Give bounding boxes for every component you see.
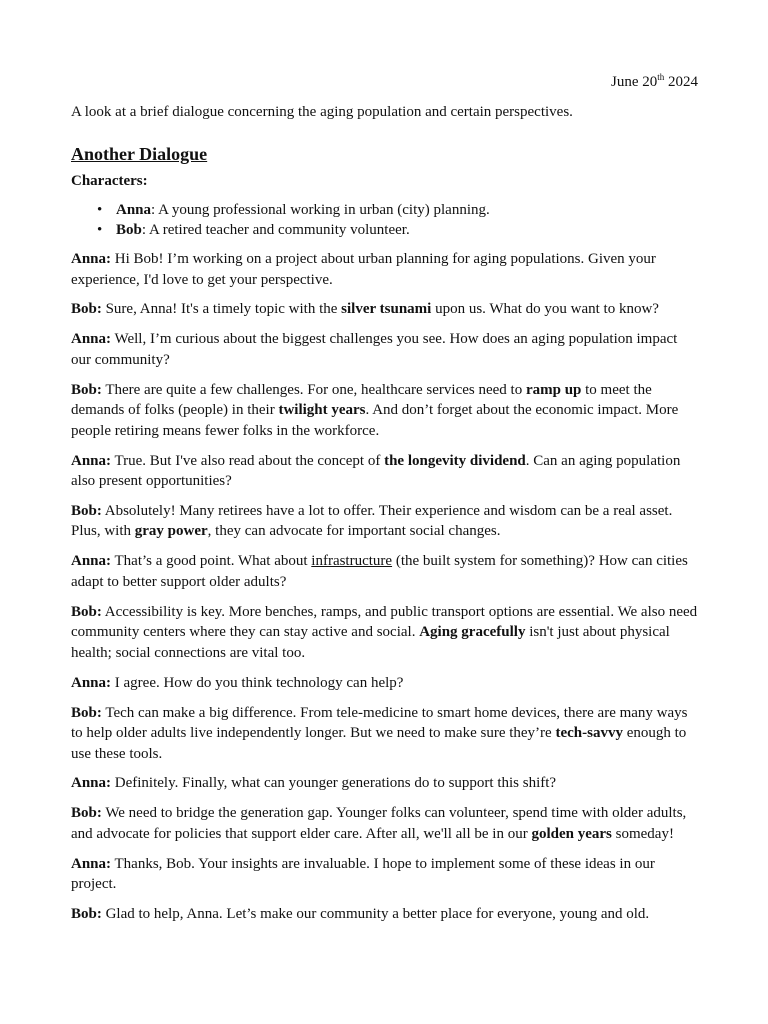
dialogue-text: Accessibility is key. More benches, ramps, and public transport options are essential. We also need community centers where they can stay active and social.: [71, 603, 698, 641]
dialogue-text: (the built system for something)? How can cities adapt to better support older adults?: [71, 553, 688, 590]
dialogue-text: upon us. What do you want to know?: [431, 301, 659, 318]
dialogue-text: . Can an aging population also present opportunities?: [71, 452, 681, 490]
dialogue-line: [71, 673, 698, 694]
document-page: [71, 72, 698, 934]
bold-term: tech-savvy: [555, 725, 623, 742]
speaker-name: Bob:: [71, 381, 102, 398]
speaker-name: Bob:: [71, 603, 102, 620]
bold-term: Aging gracefully: [419, 624, 526, 641]
speaker-name: Bob:: [71, 704, 102, 721]
character-name: Bob: [116, 222, 142, 238]
dialogue: [71, 249, 698, 925]
bold-term: twilight years: [278, 402, 366, 419]
dialogue-line: [71, 329, 698, 370]
dialogue-text: True. But I've also read about the concept of: [111, 452, 385, 469]
date-ordinal-suffix: th: [657, 72, 665, 82]
dialogue-text: to meet the demands of folks (people) in their: [71, 381, 652, 419]
speaker-name: Bob:: [71, 502, 102, 519]
speaker-name: Anna:: [71, 251, 112, 267]
dialogue-text: someday!: [611, 825, 674, 842]
dialogue-line: [71, 773, 698, 794]
bold-term: the longevity dividend: [384, 452, 526, 469]
date-month-day: June 20: [610, 74, 658, 90]
speaker-name: Anna:: [71, 553, 112, 570]
dialogue-text: Sure, Anna! It's a timely topic with the: [101, 301, 342, 318]
date-year: 2024: [668, 74, 698, 90]
list-item: [97, 220, 698, 240]
speaker-name: Bob:: [71, 805, 102, 822]
bold-term: golden years: [531, 825, 612, 842]
characters-list: [71, 200, 698, 240]
bold-term: ramp up: [525, 381, 582, 398]
section-heading: Another Dialogue: [71, 144, 208, 164]
character-name: Anna: [116, 202, 152, 218]
speaker-name: Anna:: [71, 775, 112, 792]
dialogue-text: I agree. How do you think technology can help?: [111, 674, 404, 691]
dialogue-text: Definitely. Finally, what can younger generations do to support this shift?: [111, 775, 557, 792]
dialogue-text: enough to use these tools.: [71, 725, 687, 762]
dialogue-text: Hi Bob! I’m working on a project about urban planning for aging populations. Given your experience, I'd love to get your perspective.: [71, 251, 656, 288]
dialogue-text: , they can advocate for important social changes.: [207, 523, 501, 540]
dialogue-text: isn't just about physical health; social connections are vital too.: [71, 624, 670, 661]
speaker-name: Anna:: [71, 855, 112, 872]
dialogue-line: [71, 703, 698, 765]
dialogue-line: [71, 854, 698, 895]
dialogue-line: [71, 602, 698, 664]
bold-term: silver tsunami: [341, 301, 432, 318]
dialogue-line: [71, 904, 698, 925]
intro-paragraph: A look at a brief dialogue concerning the aging population and certain perspectives.: [71, 104, 573, 120]
bullet-icon: •: [97, 202, 103, 218]
character-description: : A young professional working in urban (city) planning.: [151, 202, 490, 218]
dialogue-text: Thanks, Bob. Your insights are invaluable. I hope to implement some of these ideas in our project.: [71, 855, 655, 893]
dialogue-text: That’s a good point. What about: [111, 553, 312, 570]
speaker-name: Anna:: [71, 674, 112, 691]
characters-label: Characters:: [71, 173, 148, 189]
dialogue-text: Absolutely! Many retirees have a lot to offer. Their experience and wisdom can be a real asset. Plus, with: [71, 502, 673, 540]
bullet-icon: •: [97, 222, 103, 238]
document-date: [71, 72, 698, 92]
character-description: : A retired teacher and community volunteer.: [141, 222, 410, 238]
dialogue-text: We need to bridge the generation gap. Younger folks can volunteer, spend time with older adults, and advocate for policies that support elder care. After all, we'll all be in our: [71, 805, 687, 842]
speaker-name: Bob:: [71, 301, 102, 318]
underlined-term: infrastructure: [311, 553, 393, 570]
dialogue-text: Tech can make a big difference. From tele-medicine to smart home devices, there are many ways to help older adults live independently longer. But we need to make sure they’re: [71, 704, 688, 742]
dialogue-line: [71, 551, 698, 592]
dialogue-line: [71, 803, 698, 844]
dialogue-text: Well, I’m curious about the biggest challenges you see. How does an aging population impact our community?: [71, 331, 678, 368]
dialogue-line: [71, 249, 698, 290]
dialogue-line: [71, 501, 698, 542]
bold-term: gray power: [134, 523, 208, 540]
dialogue-line: [71, 299, 698, 320]
speaker-name: Anna:: [71, 331, 112, 348]
dialogue-text: There are quite a few challenges. For one, healthcare services need to: [101, 381, 526, 398]
speaker-name: Anna:: [71, 452, 112, 469]
speaker-name: Bob:: [71, 906, 102, 923]
dialogue-text: . And don’t forget about the economic impact. More people retiring means fewer folks in the workforce.: [71, 402, 679, 439]
dialogue-text: Glad to help, Anna. Let’s make our community a better place for everyone, young and old.: [101, 906, 650, 923]
list-item: [97, 200, 698, 220]
dialogue-line: [71, 451, 698, 492]
dialogue-line: [71, 380, 698, 442]
